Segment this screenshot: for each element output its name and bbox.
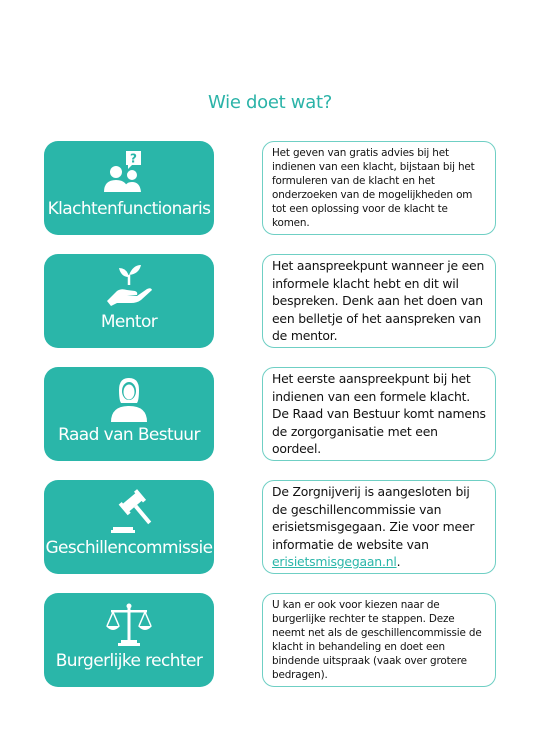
role-description: U kan er ook voor kiezen naar de burgerlijke rechter te stappen. Deze neemt net als de geschillencommissie de klacht in behandeling en doet een bindende uitspraak (vaak over grotere bedragen). (272, 599, 482, 681)
page-title: Wie doet wat? (208, 92, 332, 113)
role-description: Het geven van gratis advies bij het indienen van een klacht, bijstaan bij het formuleren van de klacht en het onderzoeken van de mogelijkheden om tot een oplossing voor de klacht te komen. (272, 147, 475, 229)
svg-text:?: ? (130, 151, 137, 166)
role-description-text: De Zorgnijverij is aangesloten bij de geschillencommissie van erisietsmisgegaan. Zie voor meer informatie de website van (272, 484, 475, 552)
role-tile (44, 141, 214, 235)
role-description-box (262, 367, 496, 461)
role-label: Mentor (100, 312, 158, 332)
role-label: Geschillencommissie (45, 538, 213, 558)
role-row-klachtenfunctionaris (0, 141, 540, 237)
role-label: Raad van Bestuur (58, 425, 200, 445)
people-question-icon (44, 151, 214, 195)
description-end: . (396, 554, 401, 570)
role-description-box (262, 141, 496, 235)
role-label: Burgerlijke rechter (55, 651, 203, 671)
role-tile (44, 593, 214, 687)
website-link[interactable]: erisietsmisgegaan.nl (272, 554, 397, 570)
woman-icon (44, 377, 214, 421)
role-row-raad-van-bestuur (0, 367, 540, 463)
role-description: Het aanspreekpunt wanneer je een informele klacht hebt en dit wil bespreken. Denk aan het doen van een belletje of het aanspreken van de mentor. (272, 258, 485, 344)
role-row-burgerlijke-rechter (0, 593, 540, 689)
role-row-mentor (0, 254, 540, 350)
role-tile (44, 254, 214, 348)
role-description-box (262, 254, 496, 348)
role-description-box (262, 480, 496, 574)
role-tile (44, 367, 214, 461)
hand-plant-icon (44, 264, 214, 308)
scales-icon (44, 603, 214, 647)
role-row-geschillencommissie (0, 480, 540, 576)
role-description-box (262, 593, 496, 687)
role-description (272, 483, 487, 571)
role-tile (44, 480, 214, 574)
role-label: Klachtenfunctionaris (47, 199, 211, 219)
gavel-icon (44, 490, 214, 534)
role-description: Het eerste aanspreekpunt bij het indienen van een formele klacht. De Raad van Bestuur komt namens de zorgorganisatie met een oordeel. (272, 371, 486, 457)
